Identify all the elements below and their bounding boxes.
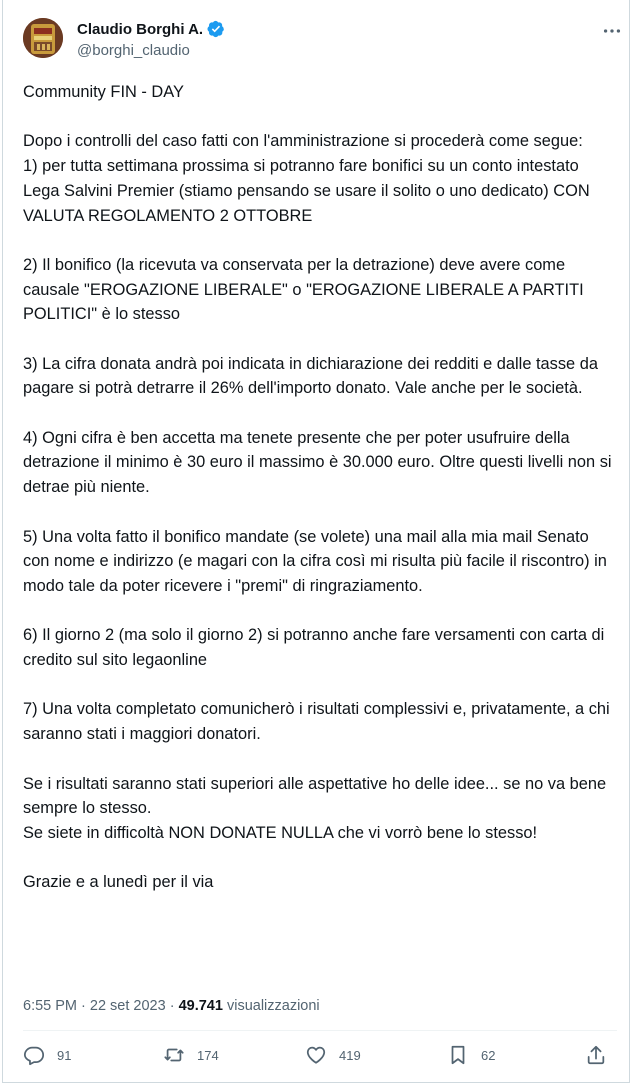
tweet-paragraph: 3) La cifra donata andrà poi indicata in dichiarazione dei redditi e dalle tasse da pagare si potrà detrarre il 26% dell'importo donato. Vale anche per le società. [23, 354, 603, 398]
name-row [77, 20, 225, 38]
avatar[interactable] [23, 18, 63, 58]
tweet-paragraph: Grazie e a lunedì per il via [23, 873, 214, 892]
tweet-text [23, 80, 617, 895]
author-name[interactable]: Claudio Borghi A. [77, 20, 204, 38]
bookmark-count: 62 [481, 1047, 496, 1063]
tweet-paragraph: 5) Una volta fatto il bonifico mandate (se volete) una mail alla mia mail Senato con nome e indirizzo (e magari con la cifra così mi risulta più facile il riscontro) in modo tale da poter ricevere i "premi" di ringraziamento. [23, 527, 612, 595]
reply-count: 91 [57, 1047, 72, 1063]
views-count: 49.741 [178, 998, 223, 1014]
avatar-image [23, 18, 63, 58]
views-label: visualizzazioni [226, 998, 320, 1014]
tweet-time[interactable]: 6:55 PM [23, 998, 77, 1014]
author-handle[interactable]: @borghi_claudio [77, 42, 190, 59]
more-options-icon[interactable] [601, 20, 623, 42]
reply-icon [23, 1044, 45, 1066]
tweet-paragraph: 2) Il bonifico (la ricevuta va conservata per la detrazione) deve avere come causale "EROGAZIONE LIBERALE" o "EROGAZIONE LIBERALE A PARTITI POLITICI" è lo stesso [23, 255, 589, 324]
tweet-meta [23, 998, 320, 1014]
action-bar [23, 1044, 617, 1074]
bookmark-button[interactable] [447, 1044, 495, 1066]
tweet-paragraph: 4) Ogni cifra è ben accetta ma tenete presente che per poter usufruire della detrazione il minimo è 30 euro il massimo è 30.000 euro. Oltre questi livelli non si detrae più niente. [23, 428, 617, 497]
repost-count: 174 [197, 1047, 219, 1063]
tweet-paragraph: Se i risultati saranno stati superiori alle aspettative ho delle idee... se no va bene sempre lo stesso. Se siete in difficoltà NON DONATE NULLA che vi vorrò bene lo stesso! [23, 774, 607, 842]
tweet-paragraph: 7) Una volta completato comunicherò i risultati complessivi e, privatamente, a chi saranno stati i maggiori donatori. [23, 700, 615, 744]
meta-separator: · [77, 998, 90, 1014]
bookmark-icon [447, 1044, 469, 1066]
repost-button[interactable] [163, 1044, 219, 1066]
tweet-paragraph: Dopo i controlli del caso fatti con l'amministrazione si procederà come segue: 1) per tutta settimana prossima si potranno fare bonifici su un conto intestato Lega Salvini Premier (stiamo pensando se usare il solito o uno dedicato) CON VALUTA REGOLAMENTO 2 OTTOBRE [23, 132, 590, 225]
tweet-header [23, 14, 623, 64]
tweet-paragraph: 6) Il giorno 2 (ma solo il giorno 2) si potranno anche fare versamenti con carta di credito sul sito legaonline [23, 626, 609, 670]
share-icon [585, 1044, 607, 1066]
meta-separator: · [165, 998, 179, 1014]
divider [23, 1030, 617, 1031]
share-button[interactable] [585, 1044, 607, 1066]
like-button[interactable] [305, 1044, 361, 1066]
tweet-paragraph: Community FIN - DAY [23, 83, 184, 101]
like-count: 419 [339, 1047, 361, 1063]
repost-icon [163, 1044, 185, 1066]
reply-button[interactable] [23, 1044, 71, 1066]
tweet-card [2, 0, 630, 1083]
heart-icon [305, 1044, 327, 1066]
tweet-date[interactable]: 22 set 2023 [89, 998, 166, 1014]
verified-badge-icon [207, 20, 225, 38]
